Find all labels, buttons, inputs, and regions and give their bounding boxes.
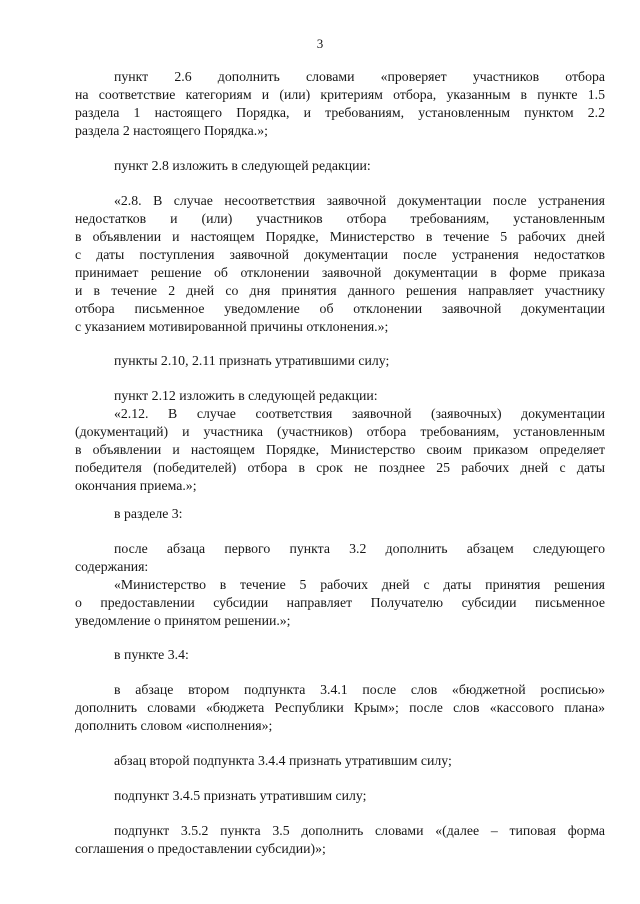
text-line: отбора письменное уведомление об отклонении заявочной документации (75, 301, 605, 316)
text-line: пункт 2.6 дополнить словами «проверяет участников отбора (114, 69, 605, 84)
text-line: раздела 1 настоящего Порядка, и требованиям, установленным пунктом 2.2 (75, 105, 605, 120)
text-line: и в течение 2 дней со дня принятия данного решения направляет участнику (75, 283, 605, 298)
text-line: соглашения о предоставлении субсидии)»; (75, 841, 326, 856)
text-line: «2.12. В случае соответствия заявочной (заявочных) документации (114, 406, 605, 421)
text-line: победителя (победителей) отбора в срок не позднее 25 рабочих дней с даты (75, 460, 605, 475)
text-line: с указанием мотивированной причины отклонения.»; (75, 319, 389, 334)
text-line: абзац второй подпункта 3.4.4 признать утратившим силу; (114, 753, 452, 768)
page-number: 3 (316, 36, 324, 51)
text-line: дополнить словами «бюджета Республики Крым»; после слов «кассового плана» (75, 700, 605, 715)
text-line: в разделе 3: (114, 506, 183, 521)
text-line: принимает решение об отклонении заявочной документации в форме приказа (75, 265, 605, 280)
text-line: окончания приема.»; (75, 478, 197, 493)
text-line: с даты поступления заявочной документации после устранения недостатков (75, 247, 605, 262)
text-line: в абзаце втором подпункта 3.4.1 после слов «бюджетной росписью» (114, 682, 605, 697)
text-line: «Министерство в течение 5 рабочих дней с даты принятия решения (114, 577, 605, 592)
text-line: на соответствие категориям и (или) критериям отбора, указанным в пункте 1.5 (75, 87, 605, 102)
text-line: «2.8. В случае несоответствия заявочной документации после устранения (114, 193, 605, 208)
text-line: (документаций) и участника (участников) отбора требованиям, установленным (75, 424, 605, 439)
text-line: после абзаца первого пункта 3.2 дополнить абзацем следующего (114, 541, 605, 556)
text-line: в пункте 3.4: (114, 647, 189, 662)
text-line: дополнить словом «исполнения»; (75, 718, 273, 733)
text-line: в объявлении и настоящем Порядке, Министерство своим приказом определяет (75, 442, 605, 457)
text-line: пункты 2.10, 2.11 признать утратившими силу; (114, 353, 390, 368)
text-line: в объявлении и настоящем Порядке, Министерство в течение 5 рабочих дней (75, 229, 605, 244)
text-line: пункт 2.12 изложить в следующей редакции: (114, 388, 378, 403)
text-line: подпункт 3.4.5 признать утратившим силу; (114, 788, 367, 803)
text-line: подпункт 3.5.2 пункта 3.5 дополнить словами «(далее – типовая форма (114, 823, 605, 838)
text-line: раздела 2 настоящего Порядка.»; (75, 123, 268, 138)
text-line: пункт 2.8 изложить в следующей редакции: (114, 158, 371, 173)
text-line: недостатков и (или) участников отбора требованиям, установленным (75, 211, 605, 226)
text-line: о предоставлении субсидии направляет Получателю субсидии письменное (75, 595, 605, 610)
text-line: уведомление о принятом решении.»; (75, 613, 291, 628)
text-line: содержания: (75, 559, 149, 574)
